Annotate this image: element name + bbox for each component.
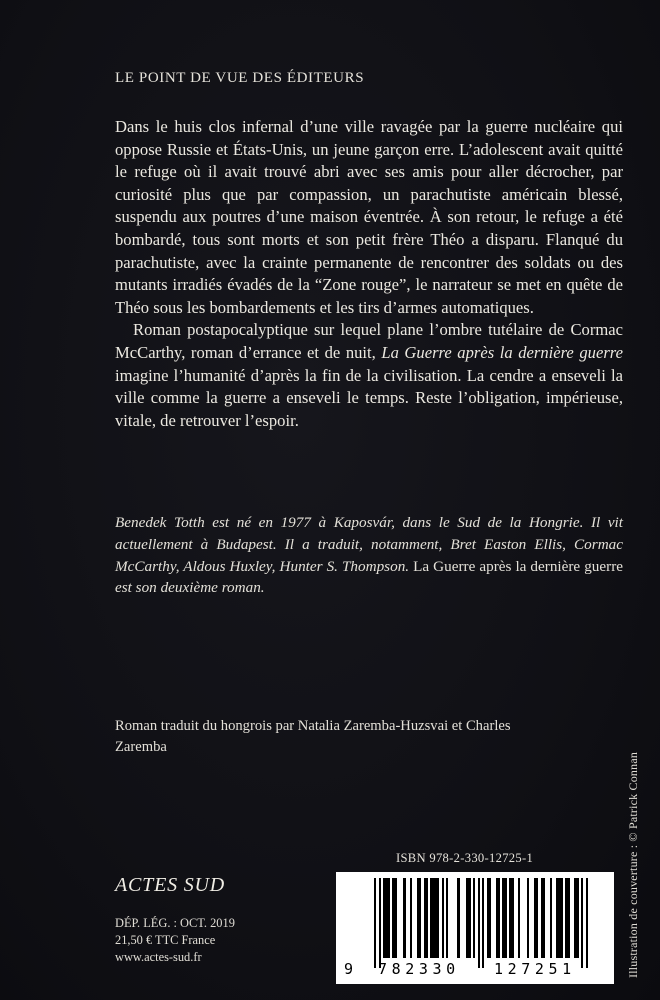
barcode-bar [388, 878, 390, 958]
barcode-bar [581, 878, 583, 968]
barcode-bar [586, 878, 588, 968]
barcode-bar [518, 878, 520, 958]
barcode-bar [550, 878, 552, 958]
translation-credit: Roman traduit du hongrois par Natalia Zaremba-Huzsvai et Charles Zaremba [115, 718, 511, 755]
barcode-bar [410, 878, 412, 958]
barcode-bar [543, 878, 545, 958]
barcode-bar [419, 878, 421, 958]
website-link: www.actes-sud.fr [115, 950, 202, 964]
barcode-bar [473, 878, 475, 958]
barcode-bar [527, 878, 529, 958]
barcode-bar [511, 878, 513, 958]
author-bio-text: Benedek Totth est né en 1977 à Kaposvár, dans le Sud de la Hongrie. Il vit actuellement à Budapest. Il a traduit, notamment, Bret Easton Ellis, Cormac McCarthy, Aldous Huxley, Hunter S. Thompson. [115, 514, 623, 575]
barcode-bar [577, 878, 579, 958]
barcode-bar [446, 878, 448, 958]
barcode-bar [505, 878, 507, 958]
barcode-bar [568, 878, 570, 958]
section-heading: LE POINT DE VUE DES ÉDITEURS [115, 70, 365, 86]
barcode-bar [498, 878, 500, 958]
author-bio [115, 512, 623, 599]
barcode-digit-group-left: 782330 [378, 960, 460, 978]
barcode-bar [469, 878, 471, 958]
synopsis-paragraph-2 [115, 319, 623, 432]
barcode-bar [489, 878, 491, 958]
legal-info [115, 915, 235, 966]
barcode-bar [374, 878, 376, 968]
barcode-digit-prefix: 9 [344, 960, 354, 978]
book-title-italic: La Guerre après la dernière guerre [381, 342, 623, 362]
barcode-bar [561, 878, 563, 958]
synopsis-paragraph-1: Dans le huis clos infernal d’une ville ravagée par la guerre nucléaire qui oppose Russie et États-Unis, un jeune garçon erre. L’adolescent avait quitté le refuge où il avait trouvé abri avec ses amis pour aller décrocher, par curiosité plus que par compassion, un parachutiste américain blessé, suspendu aux poutres d’une maison éventrée. À son retour, le refuge a été bombardé, tous sont morts et son petit frère Théo a disparu. Flanqué du parachutiste, avec la crainte permanente de rencontrer des soldats ou des mutants irradiés évadés de la “Zone rouge”, le narrateur se met en quête de Théo sous les bombardements et les tirs d’armes automatiques. [115, 117, 623, 317]
barcode-bars [362, 878, 606, 964]
barcode-bar [394, 878, 396, 958]
synopsis-p2-text-a: Roman postapocalyptique sur lequel plane l’ombre tutélaire de Cormac McCarthy, roman d’errance et de nuit, [115, 320, 623, 362]
legal-deposit: DÉP. LÉG. : OCT. 2019 [115, 916, 235, 930]
publisher-logo: ACTES SUD [115, 874, 225, 896]
price: 21,50 € TTC France [115, 933, 216, 947]
isbn-number: ISBN 978-2-330-12725-1 [396, 851, 534, 865]
barcode-bar [403, 878, 405, 958]
barcode-bar [457, 878, 459, 958]
author-bio-ending: est son deuxième roman. [115, 579, 265, 597]
synopsis-p2-text-b: imagine l’humanité d’après la fin de la civilisation. La cendre a enseveli la ville comme la guerre a enseveli le temps. Reste l’obligation, impérieuse, vitale, de retrouver l’espoir. [115, 365, 623, 430]
barcode-digit-group-right: 127251 [494, 960, 576, 978]
author-bio-book-title: La Guerre après la dernière guerre [409, 557, 623, 575]
barcode-bar [536, 878, 538, 958]
synopsis [115, 116, 623, 432]
barcode-bar [437, 878, 439, 958]
cover-illustration-credit: Illustration de couverture : © Patrick Connan [626, 751, 640, 978]
barcode-bar [379, 878, 381, 968]
barcode-bar [478, 878, 480, 968]
barcode-bar [426, 878, 428, 958]
barcode-bar [442, 878, 444, 958]
barcode-bar [482, 878, 484, 968]
barcode [336, 872, 614, 984]
